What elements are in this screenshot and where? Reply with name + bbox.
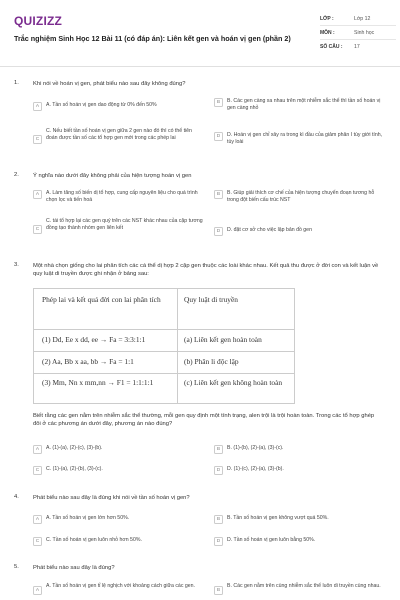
option-text: A. (1)-(a), (2)-(c), (3)-(b). xyxy=(46,445,103,451)
table-divider xyxy=(177,289,178,403)
meta-panel xyxy=(320,12,396,54)
option-text: D. Tần số hoán vị gen luôn bằng 50%. xyxy=(227,537,316,543)
question-number: 5. xyxy=(14,564,19,570)
option-text: B. Giúp giải thích cơ chế của hiện tượng chuyển đoạn tương hỗ trong đột biến cấu trúc NST xyxy=(227,190,375,204)
option-c[interactable] xyxy=(33,218,209,234)
option-text: D. đặt cơ sở cho việc lập bản đồ gen xyxy=(227,227,312,233)
meta-row-subject xyxy=(320,26,396,40)
option-text: B. Các gen nằm trên cùng nhiễm sắc thể luôn di truyền cùng nhau. xyxy=(227,583,381,589)
table-divider xyxy=(34,373,294,374)
option-letter: D xyxy=(214,537,223,546)
option-d[interactable] xyxy=(214,227,386,236)
option-a[interactable] xyxy=(33,102,201,111)
meta-label: SỐ CÂU : xyxy=(320,44,343,50)
option-letter: C xyxy=(33,466,42,475)
option-text: C. (1)-(a), (2)-(b), (3)-(c). xyxy=(46,466,103,472)
meta-label: MÔN : xyxy=(320,29,335,36)
option-letter: B xyxy=(214,515,223,524)
quizizz-logo: QUIZIZZ xyxy=(14,14,63,28)
option-letter: A xyxy=(33,586,42,595)
option-letter: C xyxy=(33,225,42,234)
option-c[interactable] xyxy=(33,128,203,144)
table-header: Quy luật di truyền xyxy=(184,295,238,304)
question-text: Ý nghĩa nào dưới đây không phải của hiện tượng hoán vị gen xyxy=(33,173,192,179)
option-text: A. Tần số hoán vị gen dao động từ 0% đến 50% xyxy=(46,102,157,108)
question-number: 1. xyxy=(14,80,19,86)
table-cell: (c) Liên kết gen không hoàn toàn xyxy=(184,378,283,387)
question-text: Một nhà chọn giống cho lai phân tích các cá thể dị hợp 2 cặp gen thuộc các loài khác nhau. Kết quả thu được ở đời con và kết luận về quy luật di truyền được ghi nhận ở bảng sau: xyxy=(33,263,379,278)
option-letter: D xyxy=(214,227,223,236)
option-text: A. Tần số hoán vị gen lớn hơn 50%. xyxy=(46,515,130,521)
question-number: 4. xyxy=(14,494,19,500)
option-text: B. Các gen càng xa nhau trên một nhiễm sắc thể thì tần số hoán vị gen càng nhỏ xyxy=(227,98,381,112)
option-b[interactable] xyxy=(214,98,386,112)
option-b[interactable] xyxy=(214,445,386,454)
option-b[interactable] xyxy=(214,515,386,524)
option-letter: D xyxy=(214,466,223,475)
genetics-table xyxy=(33,288,295,404)
table-cell: (3) Mm, Nn x mm,nn → F1 = 1:1:1:1 xyxy=(42,378,154,387)
option-letter: D xyxy=(214,132,223,141)
question-text: Biết rằng các gen nằm trên nhiễm sắc thể thường, mỗi gen quy định một tính trạng, alen trội là trội hoàn toàn. Trong các tổ hợp ghép đôi ở các phương án dưới đây, phương án nào đúng? xyxy=(33,413,375,428)
meta-label: LỚP : xyxy=(320,15,334,22)
option-c[interactable] xyxy=(33,466,201,475)
question-number: 3. xyxy=(14,262,19,268)
option-a[interactable] xyxy=(33,515,201,524)
option-letter: B xyxy=(214,586,223,595)
option-d[interactable] xyxy=(214,537,386,546)
meta-value: Sinh học xyxy=(354,29,375,36)
option-letter: A xyxy=(33,515,42,524)
option-text: A. Tần số hoán vị gen tỉ lệ nghịch với khoảng cách giữa các gen. xyxy=(46,583,195,589)
option-letter: A xyxy=(33,190,42,199)
worksheet-title: Trắc nghiệm Sinh Học 12 Bài 11 (có đáp án): Liên kết gen và hoán vị gen (phần 2) xyxy=(14,34,291,43)
meta-row-class xyxy=(320,12,396,26)
option-letter: C xyxy=(33,135,42,144)
option-letter: B xyxy=(214,445,223,454)
option-letter: B xyxy=(214,190,223,199)
question-text: Khi nói về hoán vị gen, phát biểu nào sau đây không đúng? xyxy=(33,81,186,87)
meta-value: Lớp 12 xyxy=(354,15,371,22)
option-text: A. Làm tăng số biến dị tổ hợp, cung cấp nguyên liệu cho quá trình chọn lọc và tiến hoá xyxy=(46,190,198,204)
table-header: Phép lai và kết quả đời con lai phân tích xyxy=(42,295,161,304)
option-d[interactable] xyxy=(214,132,386,146)
option-letter: C xyxy=(33,537,42,546)
option-c[interactable] xyxy=(33,537,201,546)
option-a[interactable] xyxy=(33,445,201,454)
table-divider xyxy=(34,351,294,352)
option-a[interactable] xyxy=(33,190,201,204)
option-d[interactable] xyxy=(214,466,386,475)
table-divider xyxy=(34,329,294,330)
option-text: C. Nếu biết tần số hoán vị gen giữa 2 gen nào đó thì có thể tiên đoán được tần số các tổ hợp gen mới trong các phép lai xyxy=(46,128,192,142)
option-letter: A xyxy=(33,445,42,454)
option-text: B. Tần số hoán vị gen không vượt quá 50%. xyxy=(227,515,329,521)
option-letter: B xyxy=(214,98,223,107)
option-b[interactable] xyxy=(214,190,386,204)
option-letter: A xyxy=(33,102,42,111)
question-text: Phát biểu nào sau đây là đúng khi nói về tần số hoán vị gen? xyxy=(33,495,190,501)
question-text: Phát biểu nào sau đây là đúng? xyxy=(33,565,115,571)
table-cell: (a) Liên kết gen hoàn toàn xyxy=(184,335,262,344)
option-a[interactable] xyxy=(33,583,213,595)
table-cell: (2) Aa, Bb x aa, bb → Fa = 1:1 xyxy=(42,357,134,366)
option-text: B. (1)-(b), (2)-(a), (3)-(c). xyxy=(227,445,284,451)
meta-value: 17 xyxy=(354,44,360,50)
option-text: C. tái tổ hợp lại các gen quý trên các NST khác nhau của cặp tương đồng tạo thành nhóm gen liên kết xyxy=(46,218,203,232)
header-divider xyxy=(0,66,400,67)
table-cell: (1) Dd, Ee x dd, ee → Fa = 3:3:1:1 xyxy=(42,335,146,344)
option-text: D. (1)-(c), (2)-(a), (3)-(b). xyxy=(227,466,284,472)
worksheet-header xyxy=(8,8,392,64)
option-b[interactable] xyxy=(214,583,386,595)
option-text: D. Hoán vị gen chỉ xảy ra trong kì đầu của giảm phân I tùy giới tính, tùy loài xyxy=(227,132,383,146)
meta-row-count xyxy=(320,40,396,54)
question-number: 2. xyxy=(14,172,19,178)
option-text: C. Tần số hoán vị gen luôn nhỏ hơn 50%. xyxy=(46,537,142,543)
table-cell: (b) Phân li độc lập xyxy=(184,357,239,366)
